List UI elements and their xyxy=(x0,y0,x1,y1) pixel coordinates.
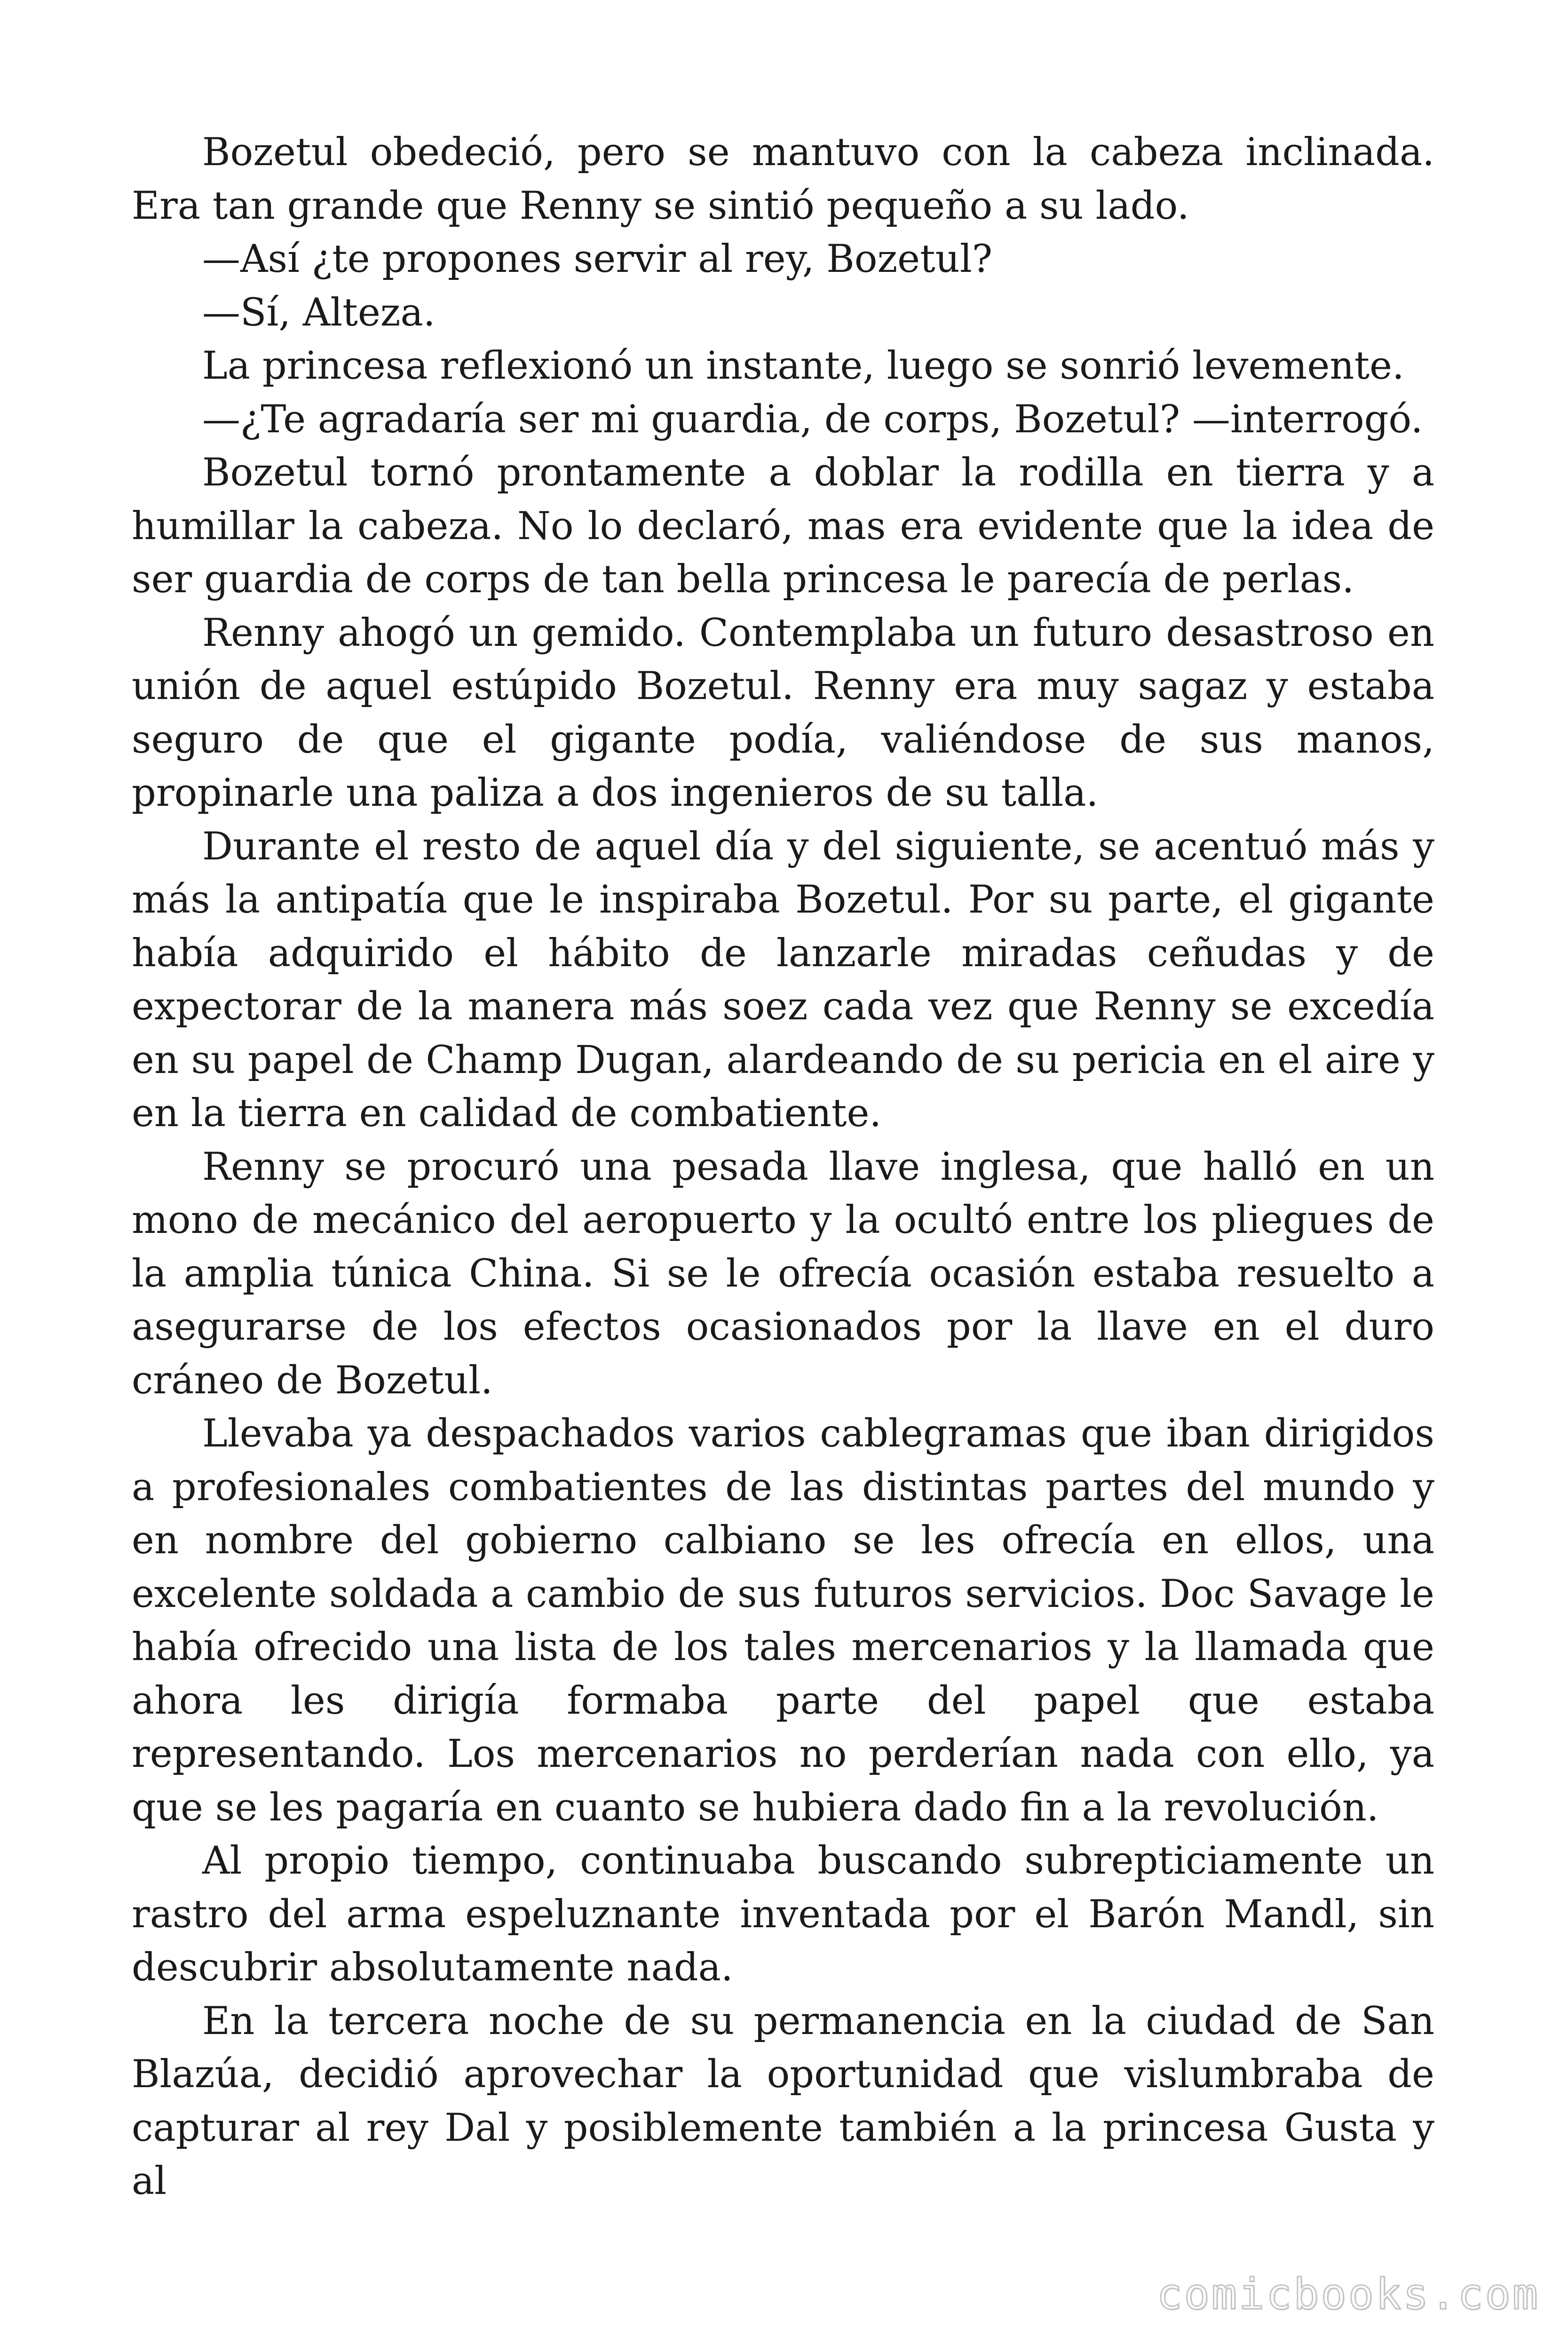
paragraph: —Así ¿te propones servir al rey, Bozetul? xyxy=(202,237,993,281)
body-text xyxy=(132,126,1434,2209)
paragraph: Bozetul obedeció, pero se mantuvo con la cabeza inclinada. Era tan grande que Renny se sintió pequeño a su lado. xyxy=(132,130,1434,228)
paragraph: En la tercera noche de su permanencia en la ciudad de San Blazúa, decidió aprovechar la oportunidad que vislumbraba de capturar al rey Dal y posiblemente también a la princesa Gusta y al xyxy=(132,1999,1434,2203)
paragraph: Bozetul tornó prontamente a doblar la rodilla en tierra y a humillar la cabeza. No lo declaró, mas era evidente que la idea de ser guardia de corps de tan bella princesa le parecía de perlas. xyxy=(132,451,1434,602)
paragraph: Llevaba ya despachados varios cablegramas que iban dirigidos a profesionales combatientes de las distintas partes del mundo y en nombre del gobierno calbiano se les ofrecía en ellos, una excelente soldada a cambio de sus futuros servicios. Doc Savage le había ofrecido una lista de los tales mercenarios y la llamada que ahora les dirigía formaba parte del papel que estaba representando. Los mercenarios no perderían nada con ello, ya que se les pagaría en cuanto se hubiera dado fin a la revolución. xyxy=(132,1412,1434,1830)
paragraph: Durante el resto de aquel día y del siguiente, se acentuó más y más la antipatía que le inspiraba Bozetul. Por su parte, el gigante había adquirido el hábito de lanzarle miradas ceñudas y de expectorar de la manera más soez cada vez que Renny se excedía en su papel de Champ Dugan, alardeando de su pericia en el aire y en la tierra en calidad de combatiente. xyxy=(132,824,1434,1136)
paragraph: La princesa reflexionó un instante, luego se sonrió levemente. xyxy=(202,344,1404,388)
watermark-logo: comicbooks.com xyxy=(1156,2270,1540,2319)
paragraph: Al propio tiempo, continuaba buscando subrepticiamente un rastro del arma espeluznante inventada por el Barón Mandl, sin descubrir absolutamente nada. xyxy=(132,1839,1434,1990)
paragraph: Renny ahogó un gemido. Contemplaba un futuro desastroso en unión de aquel estúpido Bozetul. Renny era muy sagaz y estaba seguro de que el gigante podía, valiéndose de sus manos, propinarle una paliza a dos ingenieros de su talla. xyxy=(132,611,1434,815)
paragraph: Renny se procuró una pesada llave inglesa, que halló en un mono de mecánico del aeropuerto y la ocultó entre los pliegues de la amplia túnica China. Si se le ofrecía ocasión estaba resuelto a asegurarse de los efectos ocasionados por la llave en el duro cráneo de Bozetul. xyxy=(132,1144,1434,1403)
paragraph: —Sí, Alteza. xyxy=(202,290,436,335)
paragraph: —¿Te agradaría ser mi guardia, de corps, Bozetul? —interrogó. xyxy=(202,397,1423,442)
